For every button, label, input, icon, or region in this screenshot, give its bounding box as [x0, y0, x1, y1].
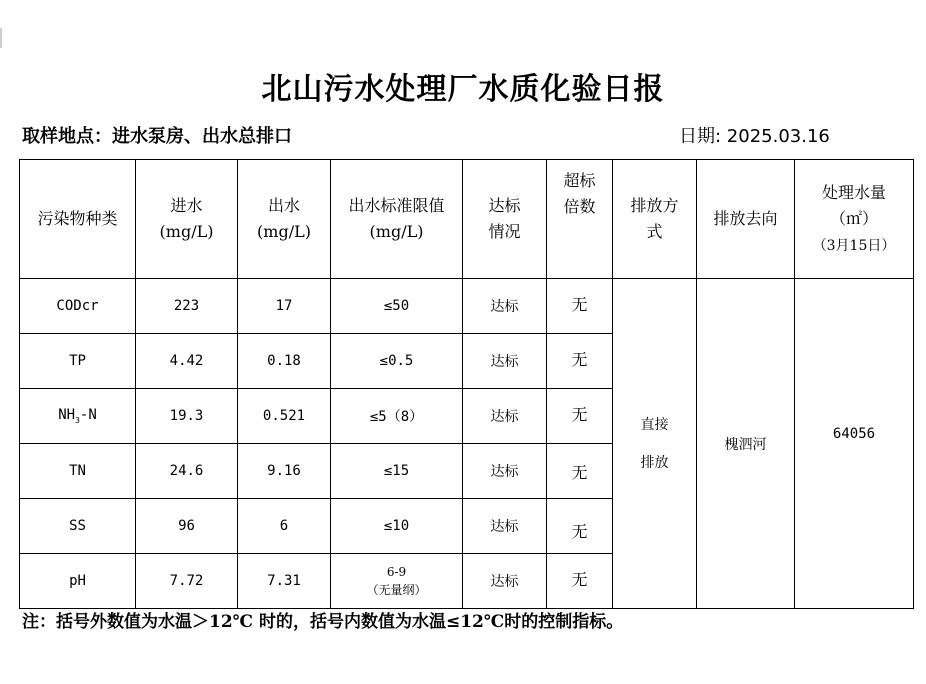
pollutant-cell: TP [20, 334, 136, 389]
report-date: 日期: 2025.03.16 [679, 126, 830, 147]
sampling-location: 取样地点：进水泵房、出水总排口 [22, 126, 292, 147]
compliance-cell: 达标 [463, 444, 547, 499]
pollutant-cell: $NH_3-N$ [20, 389, 136, 444]
pollutant-cell: SS [20, 499, 136, 554]
header-effluent: 出水 (mg/L) [238, 160, 331, 279]
influent-cell: 223 [136, 279, 238, 334]
compliance-cell: 达标 [463, 389, 547, 444]
limit-cell: ≤50 [331, 279, 463, 334]
influent-cell: 4.42 [136, 334, 238, 389]
limit-cell: ≤10 [331, 499, 463, 554]
treated-volume-cell: 64056 [795, 279, 914, 609]
report-title: 北山污水处理厂水质化验日报 [261, 72, 665, 107]
compliance-cell: 达标 [463, 554, 547, 609]
exceed-cell: 无 [547, 334, 613, 389]
limit-cell: ≤0.5 [331, 334, 463, 389]
compliance-cell: 达标 [463, 279, 547, 334]
header-row [20, 160, 914, 279]
pollutant-cell: CODcr [20, 279, 136, 334]
effluent-cell: 9.16 [238, 444, 331, 499]
discharge-destination-cell: 槐泗河 [697, 279, 795, 609]
header-discharge-method: 排放方 式 [613, 160, 697, 279]
exceed-cell: 无 [547, 279, 613, 334]
table-row [20, 279, 914, 334]
left-edge-mark [0, 28, 2, 48]
footnote: 注：括号外数值为水温＞12℃ 时的，括号内数值为水温≤12℃时的控制指标。 [22, 612, 624, 632]
influent-cell: 96 [136, 499, 238, 554]
header-limit: 出水标准限值 (mg/L) [331, 160, 463, 279]
header-destination: 排放去向 [697, 160, 795, 279]
influent-cell: 7.72 [136, 554, 238, 609]
effluent-cell: 0.18 [238, 334, 331, 389]
discharge-method-cell: 直接 排放 [613, 279, 697, 609]
pollutant-cell: TN [20, 444, 136, 499]
limit-cell: 6-9 （无量纲） [331, 554, 463, 609]
effluent-cell: 7.31 [238, 554, 331, 609]
compliance-cell: 达标 [463, 499, 547, 554]
exceed-cell: 无 [547, 499, 613, 554]
effluent-cell: 17 [238, 279, 331, 334]
water-quality-table [19, 159, 914, 609]
influent-cell: 24.6 [136, 444, 238, 499]
limit-cell: ≤5（8） [331, 389, 463, 444]
effluent-cell: 0.521 [238, 389, 331, 444]
header-exceed: 超标 倍数 [547, 160, 613, 279]
limit-cell: ≤15 [331, 444, 463, 499]
exceed-cell: 无 [547, 444, 613, 499]
exceed-cell: 无 [547, 554, 613, 609]
influent-cell: 19.3 [136, 389, 238, 444]
header-pollutant: 污染物种类 [20, 160, 136, 279]
header-compliance: 达标 情况 [463, 160, 547, 279]
effluent-cell: 6 [238, 499, 331, 554]
header-influent: 进水 (mg/L) [136, 160, 238, 279]
header-volume: 处理水量 （㎡） （3月15日） [795, 160, 914, 279]
exceed-cell: 无 [547, 389, 613, 444]
compliance-cell: 达标 [463, 334, 547, 389]
pollutant-cell: pH [20, 554, 136, 609]
